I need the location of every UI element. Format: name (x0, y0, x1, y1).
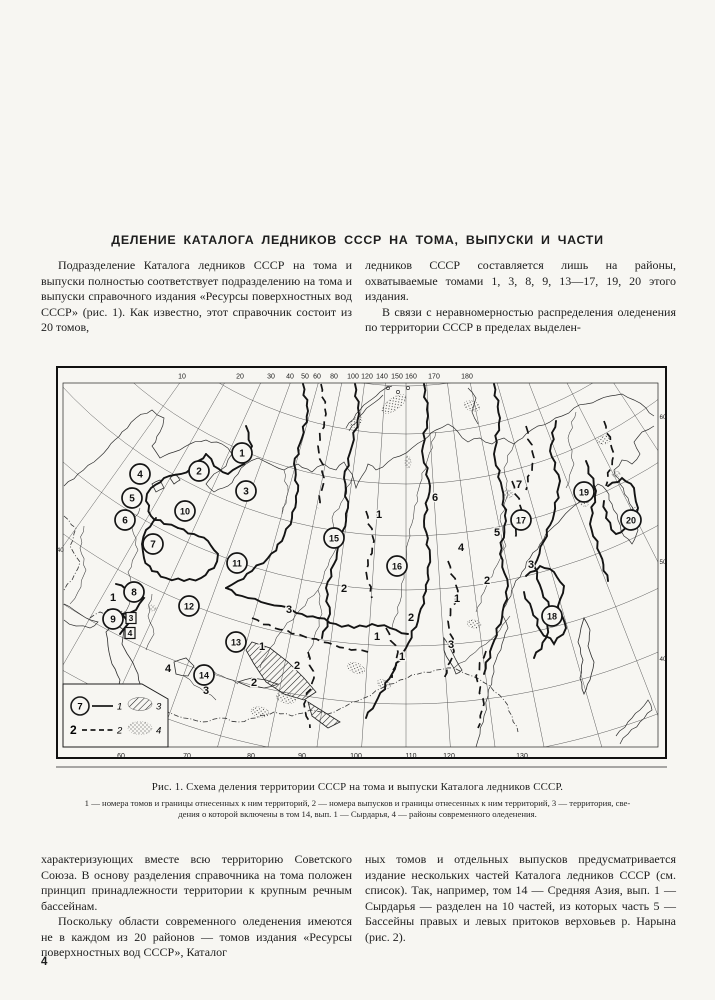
svg-text:9: 9 (110, 614, 116, 626)
svg-text:2: 2 (196, 466, 202, 478)
svg-text:30: 30 (267, 373, 275, 381)
svg-text:20: 20 (236, 373, 244, 381)
issue-number-labels (110, 479, 534, 697)
volume-marker (511, 510, 531, 530)
paragraph: ледников СССР составляется лишь на районы, охватываемые томами 1, 3, 8, 9, 13—17, 19, 20 этого издания. (365, 258, 676, 303)
volume-marker (574, 482, 594, 502)
intro-columns (41, 258, 676, 336)
svg-text:100: 100 (347, 373, 359, 381)
intro-right-column (365, 258, 676, 336)
svg-text:20: 20 (625, 515, 637, 526)
svg-text:8: 8 (131, 587, 137, 599)
svg-text:16: 16 (391, 561, 403, 572)
volume-marker (189, 461, 209, 481)
figure-legend-note-line2: дения о которой включены в том 14, вып. 1 — Сырдарья, 4 — районы современного оледенения. (178, 809, 537, 820)
map-legend-box (63, 684, 168, 747)
svg-text:1: 1 (258, 641, 266, 653)
legend-hatch-patch (128, 698, 152, 711)
left-latitude-labels (57, 547, 65, 554)
volume-marker (621, 510, 641, 530)
volume-marker (179, 596, 199, 616)
volume-marker (130, 464, 150, 484)
svg-text:2: 2 (293, 660, 301, 672)
svg-text:50: 50 (301, 373, 309, 381)
svg-text:13: 13 (230, 637, 242, 648)
volume-marker (227, 553, 247, 573)
volume-marker (232, 443, 252, 463)
svg-text:12: 12 (183, 601, 195, 612)
svg-text:10: 10 (178, 373, 186, 381)
svg-text:17: 17 (515, 515, 527, 526)
legend-issue-symbol: 2 (70, 723, 77, 737)
volume-marker (542, 606, 562, 626)
issue-boundaries-dashed (252, 384, 614, 728)
bottom-left-column (41, 852, 352, 961)
svg-text:4: 4 (137, 469, 143, 481)
svg-text:3: 3 (285, 604, 293, 616)
svg-text:4: 4 (457, 542, 465, 554)
svg-text:1: 1 (109, 592, 117, 604)
svg-text:1: 1 (398, 651, 406, 663)
svg-text:40: 40 (659, 656, 667, 663)
svg-text:80: 80 (330, 373, 338, 381)
svg-text:180: 180 (461, 373, 473, 381)
volume-marker (226, 632, 246, 652)
svg-text:170: 170 (428, 373, 440, 381)
volume-marker (103, 609, 123, 629)
svg-text:90: 90 (298, 753, 306, 760)
svg-text:60: 60 (117, 753, 125, 760)
svg-text:3: 3 (527, 559, 535, 571)
figure-caption: Рис. 1. Схема деления территории СССР на тома и выпуски Каталога ледников СССР. (151, 781, 564, 793)
volume-marker (143, 534, 163, 554)
svg-text:1: 1 (373, 631, 381, 643)
top-longitude-labels (178, 374, 473, 381)
legend-item-2-label: 2 (117, 725, 123, 737)
svg-text:40: 40 (56, 547, 64, 554)
svg-text:1: 1 (239, 448, 245, 460)
paragraph: характеризующих вместе всю территорию Советского Союза. В основу разделения справочника на тома положен принцип принадлежности территории к крупным речным бассейнам. (41, 852, 352, 913)
svg-text:160: 160 (405, 373, 417, 381)
svg-text:40: 40 (286, 373, 294, 381)
paragraph: В связи с неравномерностью распределения оледенения по территории СССР в пределах выделен- (365, 304, 676, 334)
svg-text:2: 2 (250, 677, 258, 689)
bottom-right-column (365, 852, 676, 961)
figure-legend-note-line1: 1 — номера томов и границы отнесенных к ним территорий, 2 — номера выпусков и границы отнесенных к ним территорий, 3 — территория, све- (84, 798, 631, 808)
page-title: ДЕЛЕНИЕ КАТАЛОГА ЛЕДНИКОВ СССР НА ТОМА, ВЫПУСКИ И ЧАСТИ (111, 233, 604, 247)
part-box (125, 628, 135, 639)
svg-text:130: 130 (516, 753, 528, 760)
svg-text:7: 7 (150, 539, 156, 551)
svg-text:60: 60 (659, 414, 667, 421)
svg-text:2: 2 (407, 612, 415, 624)
svg-text:100: 100 (350, 753, 362, 760)
volume-marker (115, 510, 135, 530)
volume-marker (236, 481, 256, 501)
svg-text:4: 4 (127, 628, 133, 638)
legend-item-1-label: 1 (117, 701, 123, 713)
svg-text:2: 2 (483, 575, 491, 587)
volume-boundaries-solid (108, 384, 638, 718)
paragraph: Поскольку области современного оледенения имеются не в каждом из 20 районов — томов издания «Ресурсы поверхностных вод СССР», Каталог (41, 914, 352, 959)
svg-text:5: 5 (129, 493, 135, 505)
legend-item-4-label: 4 (156, 725, 162, 737)
svg-text:120: 120 (443, 753, 455, 760)
svg-text:70: 70 (183, 753, 191, 760)
volume-marker (124, 582, 144, 602)
svg-text:6: 6 (431, 492, 439, 504)
svg-text:7: 7 (515, 479, 523, 491)
volume-marker (175, 501, 195, 521)
volume-marker (122, 488, 142, 508)
volume-marker (324, 528, 344, 548)
page-number: 4 (41, 956, 48, 968)
svg-text:150: 150 (391, 373, 403, 381)
paragraph: Подразделение Каталога ледников СССР на тома и выпуски полностью соответствует подразделению на тома и выпуски справочного издания «Ресурсы поверхностных вод СССР» (рис. 1). Как известно, этот справочник состоит из 20 томов, (41, 258, 352, 334)
svg-text:6: 6 (122, 515, 128, 527)
svg-text:10: 10 (179, 506, 191, 517)
svg-text:80: 80 (247, 753, 255, 760)
svg-text:2: 2 (340, 583, 348, 595)
bottom-columns (41, 852, 676, 961)
svg-text:18: 18 (546, 611, 558, 622)
svg-text:14: 14 (198, 670, 210, 681)
svg-text:1: 1 (453, 593, 461, 605)
svg-text:3: 3 (447, 639, 455, 651)
svg-text:4: 4 (164, 663, 172, 675)
svg-text:3: 3 (202, 685, 210, 697)
svg-text:3: 3 (243, 486, 249, 498)
ussr-map-figure (56, 366, 667, 770)
legend-item-3-label: 3 (156, 701, 162, 713)
svg-text:50: 50 (659, 559, 667, 566)
volume-marker (194, 665, 214, 685)
volume-marker (387, 556, 407, 576)
legend-dots-patch (128, 722, 152, 735)
legend-volume-symbol: 7 (77, 701, 83, 713)
svg-text:110: 110 (405, 753, 417, 760)
intro-left-column (41, 258, 352, 336)
svg-text:140: 140 (376, 373, 388, 381)
paragraph: ных томов и отдельных выпусков предусматривается издание нескольких частей Каталога ледников СССР (см. список). Так, например, том 14 — Средняя Азия, вып. 1 — Сырдарья — разделен на 10 частей, из которых часть 5 — Бассейны правых и левых притоков верховьев р. Нарына (рис. 2). (365, 852, 676, 944)
svg-text:120: 120 (361, 373, 373, 381)
svg-text:1: 1 (375, 509, 383, 521)
svg-text:5: 5 (493, 527, 501, 539)
svg-text:11: 11 (232, 558, 242, 569)
svg-text:60: 60 (313, 373, 321, 381)
svg-text:19: 19 (578, 487, 590, 498)
svg-text:3: 3 (128, 613, 134, 623)
figure-legend-note (43, 798, 672, 821)
svg-text:15: 15 (328, 533, 340, 544)
part-box (126, 613, 136, 624)
